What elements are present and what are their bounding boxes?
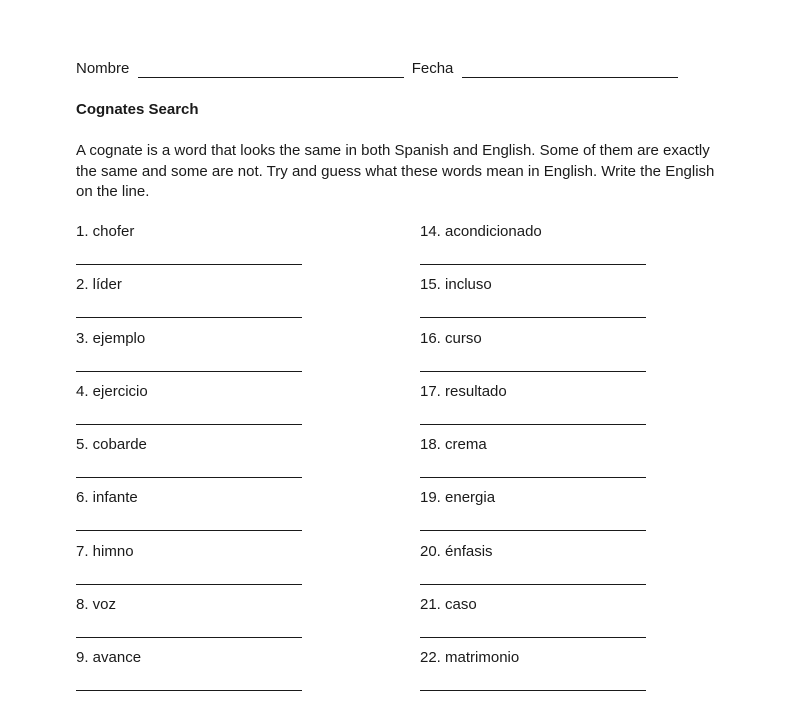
answer-line[interactable] [76,264,302,265]
word-item [76,543,316,596]
word-label: 3. ejemplo [76,329,146,347]
word-label: 7. himno [76,542,134,560]
word-label: 14. acondicionado [420,223,542,240]
word-item [420,223,660,276]
right-word-column [420,223,660,703]
answer-line[interactable] [76,477,302,478]
word-item [420,596,660,649]
word-item [76,436,316,489]
word-item [76,330,316,383]
word-label: 15. incluso [420,276,492,294]
name-field-line[interactable] [138,63,404,78]
answer-line[interactable] [420,424,646,425]
word-label: 8. voz [76,596,117,614]
left-word-column [76,223,316,703]
answer-line[interactable] [420,371,646,372]
answer-line[interactable] [420,317,646,318]
word-label: 22. matrimonio [420,649,520,667]
word-label: 19. energia [420,489,496,507]
word-item [420,649,660,702]
word-label: 16. curso [420,329,482,347]
date-label: Fecha [411,60,454,77]
date-field-line[interactable] [462,63,678,78]
word-item [420,383,660,436]
answer-line[interactable] [76,530,302,531]
word-label: 21. caso [420,596,477,614]
answer-line[interactable] [420,264,646,265]
word-item [76,649,316,702]
word-item [420,489,660,542]
answer-line[interactable] [420,584,646,585]
answer-line[interactable] [76,371,302,372]
word-label: 4. ejercicio [76,382,148,400]
word-item [420,436,660,489]
word-item [76,489,316,542]
word-item [76,276,316,329]
word-item [420,276,660,329]
word-item [420,330,660,383]
answer-line[interactable] [76,584,302,585]
answer-line[interactable] [76,317,302,318]
word-label: 20. énfasis [420,542,493,560]
word-label: 2. líder [76,276,122,294]
word-item [76,596,316,649]
worksheet-title: Cognates Search [76,101,199,118]
header-row [76,60,678,78]
answer-line[interactable] [420,477,646,478]
answer-line[interactable] [76,690,302,691]
word-label: 6. infante [76,489,138,507]
word-item [76,383,316,436]
answer-line[interactable] [76,637,302,638]
instructions-paragraph: A cognate is a word that looks the same in both Spanish and English. Some of them are exactly the same and some are not. Try and guess what these words mean in English. Write the English on the line. [76,142,715,200]
word-item [420,543,660,596]
answer-line[interactable] [420,690,646,691]
word-item [76,223,316,276]
answer-line[interactable] [76,424,302,425]
word-label: 17. resultado [420,382,507,400]
word-label: 1. chofer [76,223,135,240]
word-label: 5. cobarde [76,436,147,454]
answer-line[interactable] [420,637,646,638]
word-label: 18. crema [420,436,487,454]
answer-line[interactable] [420,530,646,531]
name-label: Nombre [76,60,130,77]
word-label: 9. avance [76,649,142,667]
